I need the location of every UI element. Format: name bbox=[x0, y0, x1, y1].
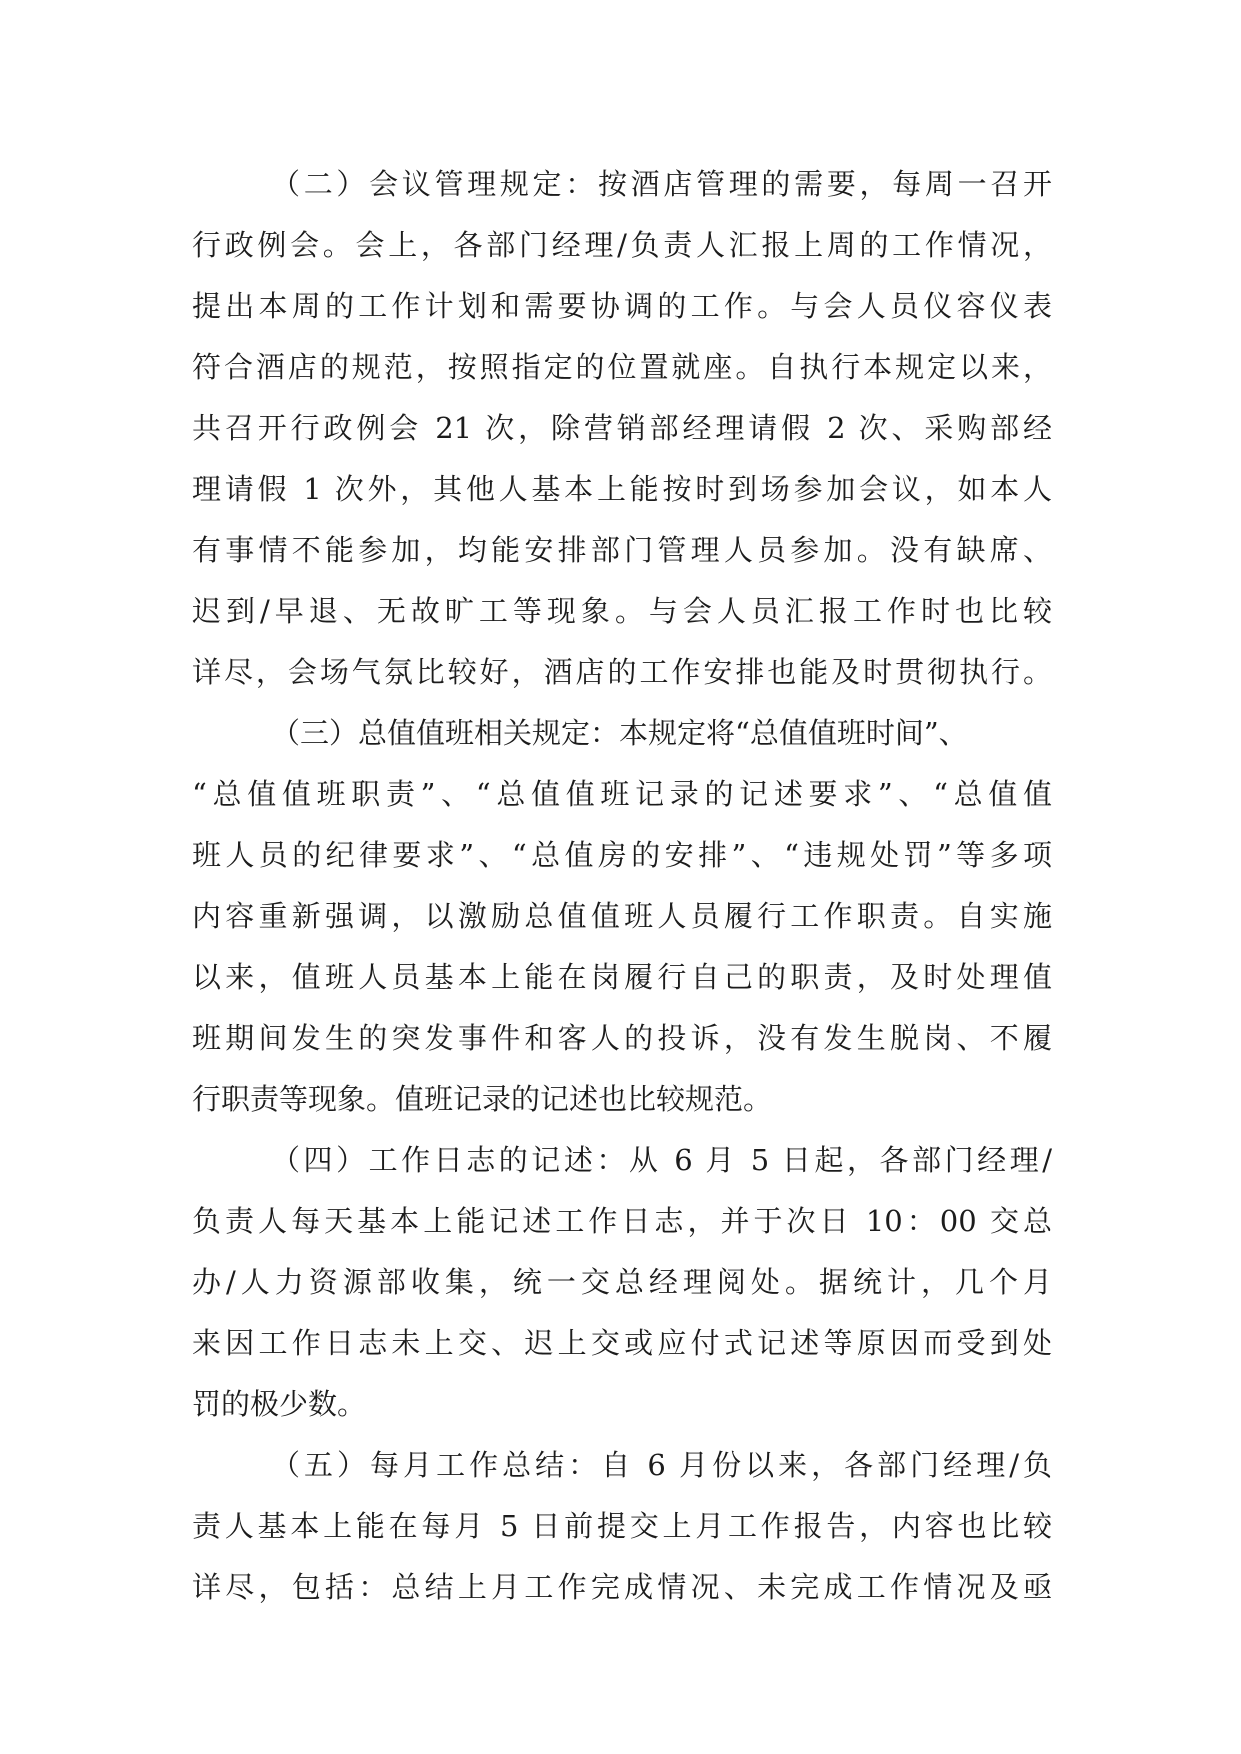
paragraph-5-line-3: 详尽，包括：总结上月工作完成情况、未完成工作情况及亟 bbox=[192, 1570, 1052, 1604]
paragraph-3-line-1: （三）总值值班相关规定：本规定将“总值值班时间”、 bbox=[271, 716, 968, 750]
paragraph-3-line-5: 以来，值班人员基本上能在岗履行自己的职责，及时处理值 bbox=[192, 960, 1052, 994]
paragraph-2-line-7: 有事情不能参加，均能安排部门管理人员参加。没有缺席、 bbox=[192, 533, 1052, 567]
paragraph-2-line-4: 符合酒店的规范，按照指定的位置就座。自执行本规定以来， bbox=[192, 350, 1052, 384]
paragraph-4-line-2: 负责人每天基本上能记述工作日志，并于次日 10：00 交总 bbox=[192, 1204, 1052, 1238]
paragraph-3-line-3: 班人员的纪律要求”、“总值房的安排”、“违规处罚”等多项 bbox=[192, 838, 1052, 872]
paragraph-2-line-9: 详尽，会场气氛比较好，酒店的工作安排也能及时贯彻执行。 bbox=[192, 655, 1052, 689]
paragraph-2-line-1: （二）会议管理规定：按酒店管理的需要，每周一召开 bbox=[271, 167, 1052, 201]
document-page bbox=[192, 154, 1052, 1618]
paragraph-4-line-1: （四）工作日志的记述：从 6 月 5 日起，各部门经理/ bbox=[271, 1143, 1052, 1177]
paragraph-2-line-6: 理请假 1 次外，其他人基本上能按时到场参加会议，如本人 bbox=[192, 472, 1052, 506]
paragraph-2-line-3: 提出本周的工作计划和需要协调的工作。与会人员仪容仪表 bbox=[192, 289, 1052, 323]
paragraph-2-line-8: 迟到/早退、无故旷工等现象。与会人员汇报工作时也比较 bbox=[192, 594, 1052, 628]
paragraph-2-line-2: 行政例会。会上，各部门经理/负责人汇报上周的工作情况， bbox=[192, 228, 1052, 262]
paragraph-3-line-4: 内容重新强调，以激励总值值班人员履行工作职责。自实施 bbox=[192, 899, 1052, 933]
paragraph-3-line-6: 班期间发生的突发事件和客人的投诉，没有发生脱岗、不履 bbox=[192, 1021, 1052, 1055]
paragraph-4-line-4: 来因工作日志未上交、迟上交或应付式记述等原因而受到处 bbox=[192, 1326, 1052, 1360]
paragraph-3-line-7: 行职责等现象。值班记录的记述也比较规范。 bbox=[192, 1082, 773, 1116]
paragraph-4-line-3: 办/人力资源部收集，统一交总经理阅处。据统计，几个月 bbox=[192, 1265, 1052, 1299]
paragraph-5-line-1: （五）每月工作总结：自 6 月份以来，各部门经理/负 bbox=[271, 1448, 1052, 1482]
paragraph-2-line-5: 共召开行政例会 21 次，除营销部经理请假 2 次、采购部经 bbox=[192, 411, 1052, 445]
paragraph-3-line-2: “总值值班职责”、“总值值班记录的记述要求”、“总值值 bbox=[192, 777, 1052, 811]
paragraph-4-line-5: 罚的极少数。 bbox=[192, 1387, 367, 1421]
paragraph-5-line-2: 责人基本上能在每月 5 日前提交上月工作报告，内容也比较 bbox=[192, 1509, 1052, 1543]
